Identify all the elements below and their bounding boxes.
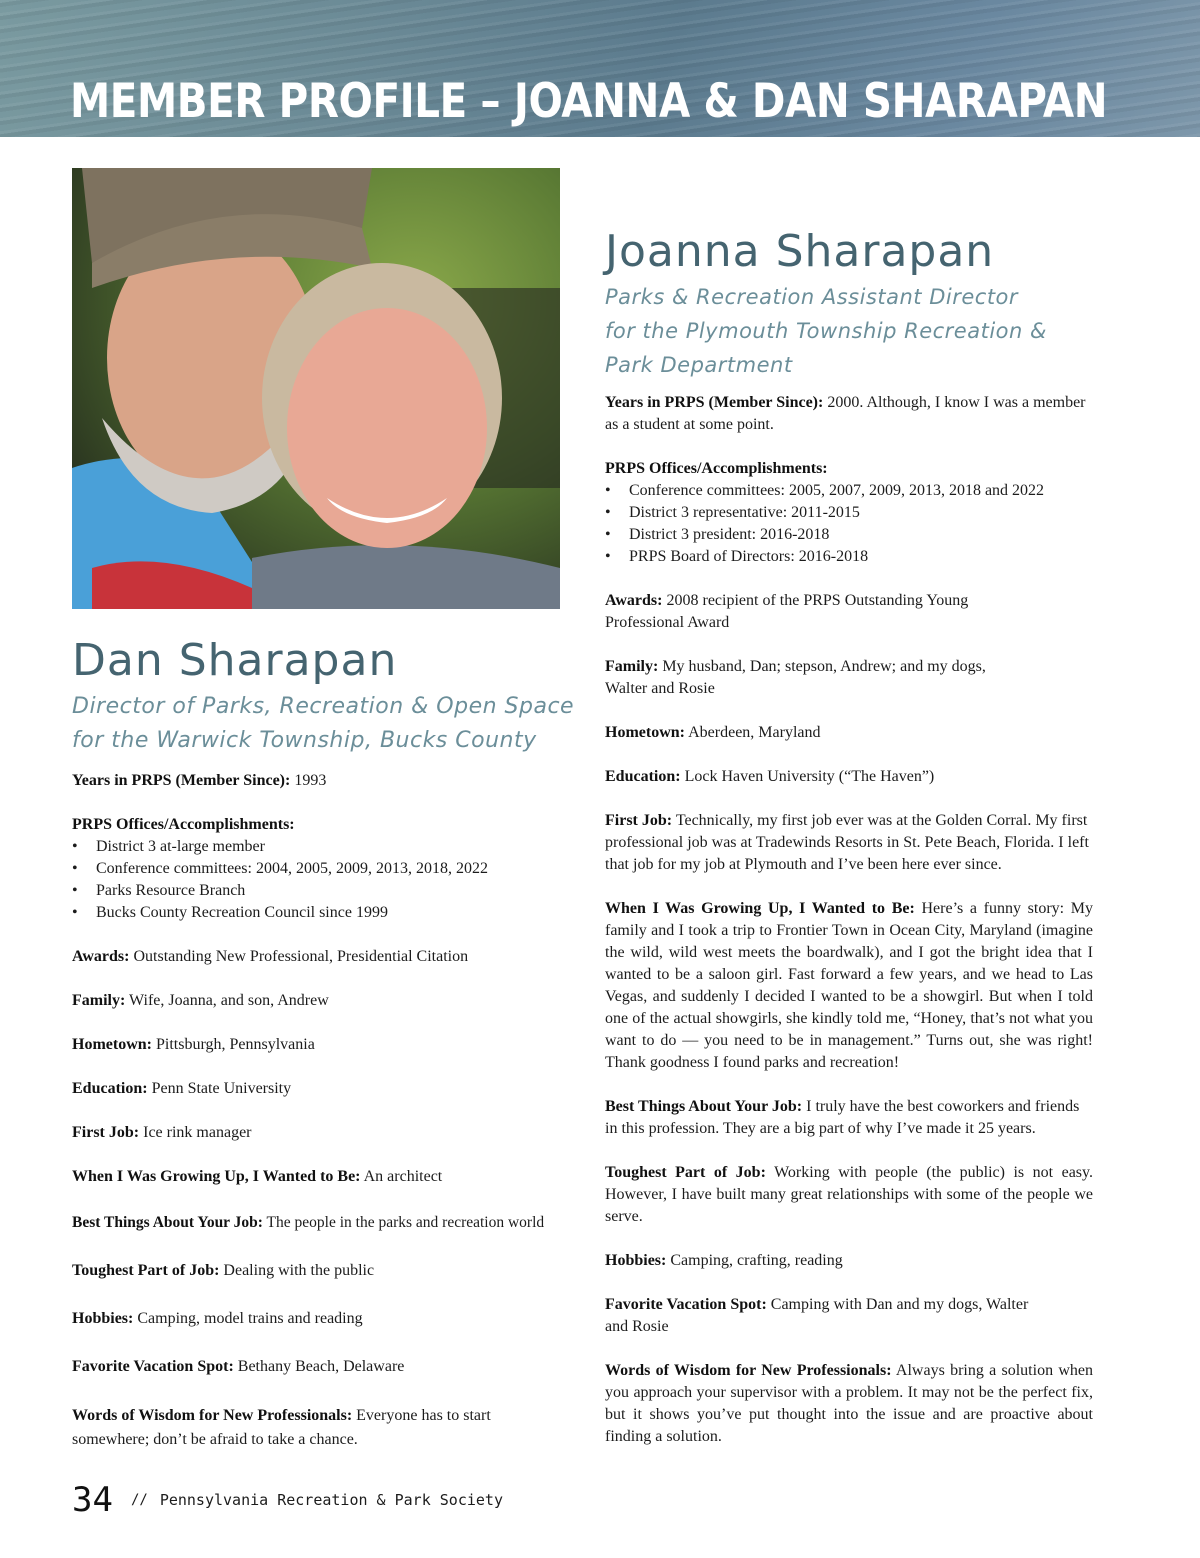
joanna-best-things: Best Things About Your Job: I truly have the best coworkers and friends in this profession. They are a big part of why I’ve made it 25 years. [605, 1098, 1080, 1137]
dan-hobbies: Hobbies: Camping, model trains and reading [72, 1310, 363, 1327]
joanna-profile [605, 224, 1093, 1448]
joanna-vacation: Favorite Vacation Spot: Camping with Dan and my dogs, Walter and Rosie [605, 1296, 1029, 1335]
dan-offices-heading: PRPS Offices/Accomplishments: [72, 816, 295, 833]
list-item: • Parks Resource Branch [72, 880, 562, 902]
joanna-growing-up: When I Was Growing Up, I Wanted to Be: Here’s a funny story: My family and I took a trip to Frontier Town in Ocean City, Maryland (imagine the wild, wild west meets the boardwalk), and I got the bright idea that I wanted to be a saloon girl. Fast forward a few years, and we head to Las Vegas, and suddenly I decided I wanted to be a showgirl. But when I told one of the actual showgirls, she kindly told me, “Honey, that’s not what you want to do — you need to be in management.” Turns out, she was right! Thank goodness I found parks and recreation! [605, 900, 1094, 1071]
dan-family: Family: Wife, Joanna, and son, Andrew [72, 992, 329, 1009]
dan-name: Dan Sharapan [72, 635, 398, 686]
joanna-years: Years in PRPS (Member Since): 2000. Although, I know I was a member as a student at some point. [605, 394, 1086, 433]
dan-hometown: Hometown: Pittsburgh, Pennsylvania [72, 1036, 315, 1053]
dan-vacation: Favorite Vacation Spot: Bethany Beach, Delaware [72, 1358, 405, 1375]
joanna-family: Family: My husband, Dan; stepson, Andrew; and my dogs, Walter and Rosie [605, 658, 986, 697]
dan-awards: Awards: Outstanding New Professional, Presidential Citation [72, 948, 469, 965]
joanna-subtitle-line2: for the Plymouth Township Recreation & [605, 319, 1047, 343]
footer-separator: // [130, 1492, 148, 1508]
dan-years: Years in PRPS (Member Since): 1993 [72, 772, 327, 789]
list-item: • District 3 president: 2016-2018 [605, 524, 1093, 546]
publication-name: Pennsylvania Recreation & Park Society [159, 1491, 503, 1509]
page-title: MEMBER PROFILE – JOANNA & DAN SHARAPAN [70, 74, 1108, 129]
joanna-offices-list [605, 480, 1093, 568]
dan-offices-list [72, 836, 562, 924]
page-number: 34 [72, 1480, 113, 1520]
dan-education: Education: Penn State University [72, 1080, 292, 1097]
dan-best-things: Best Things About Your Job: The people in the parks and recreation world [72, 1214, 545, 1231]
dan-first-job: First Job: Ice rink manager [72, 1124, 252, 1141]
couple-selfie-image [72, 168, 560, 609]
dan-profile [72, 632, 575, 1452]
joanna-name: Joanna Sharapan [605, 226, 995, 277]
joanna-first-job: First Job: Technically, my first job ever was at the Golden Corral. My first professional job was at Tradewinds Resorts in St. Pete Beach, Florida. I left that job for my job at Plymouth and I’ve been here ever since. [605, 812, 1089, 873]
profile-photo [72, 168, 560, 609]
joanna-offices-heading: PRPS Offices/Accomplishments: [605, 460, 828, 477]
joanna-hometown: Hometown: Aberdeen, Maryland [605, 724, 821, 741]
list-item: • Bucks County Recreation Council since 1999 [72, 902, 562, 924]
list-item: • Conference committees: 2005, 2007, 2009, 2013, 2018 and 2022 [605, 480, 1093, 502]
joanna-wisdom: Words of Wisdom for New Professionals: Always bring a solution when you approach your supervisor with a problem. It may not be the perfect fix, but it shows you’ve put thought into the issue and are proactive about finding a solution. [605, 1362, 1094, 1445]
joanna-toughest: Toughest Part of Job: Working with people (the public) is not easy. However, I have built many great relationships with some of the people we serve. [605, 1164, 1093, 1225]
page-footer [72, 1480, 503, 1520]
joanna-subtitle-line1: Parks & Recreation Assistant Director [605, 285, 1019, 309]
joanna-education: Education: Lock Haven University (“The Haven”) [605, 768, 935, 785]
joanna-subtitle-line3: Park Department [605, 353, 793, 377]
dan-growing-up: When I Was Growing Up, I Wanted to Be: An architect [72, 1168, 443, 1185]
list-item: • District 3 at-large member [72, 836, 562, 858]
list-item: • PRPS Board of Directors: 2016-2018 [605, 546, 1093, 568]
header-banner [0, 0, 1200, 137]
dan-subtitle-line2: for the Warwick Township, Bucks County [72, 728, 537, 753]
dan-wisdom: Words of Wisdom for New Professionals: Everyone has to start somewhere; don’t be afraid to take a chance. [72, 1407, 491, 1448]
list-item: • Conference committees: 2004, 2005, 2009, 2013, 2018, 2022 [72, 858, 562, 880]
list-item: • District 3 representative: 2011-2015 [605, 502, 1093, 524]
dan-subtitle-line1: Director of Parks, Recreation & Open Space [72, 694, 575, 719]
joanna-hobbies: Hobbies: Camping, crafting, reading [605, 1252, 843, 1269]
joanna-awards: Awards: 2008 recipient of the PRPS Outstanding Young Professional Award [605, 592, 969, 631]
dan-toughest: Toughest Part of Job: Dealing with the public [72, 1262, 375, 1279]
